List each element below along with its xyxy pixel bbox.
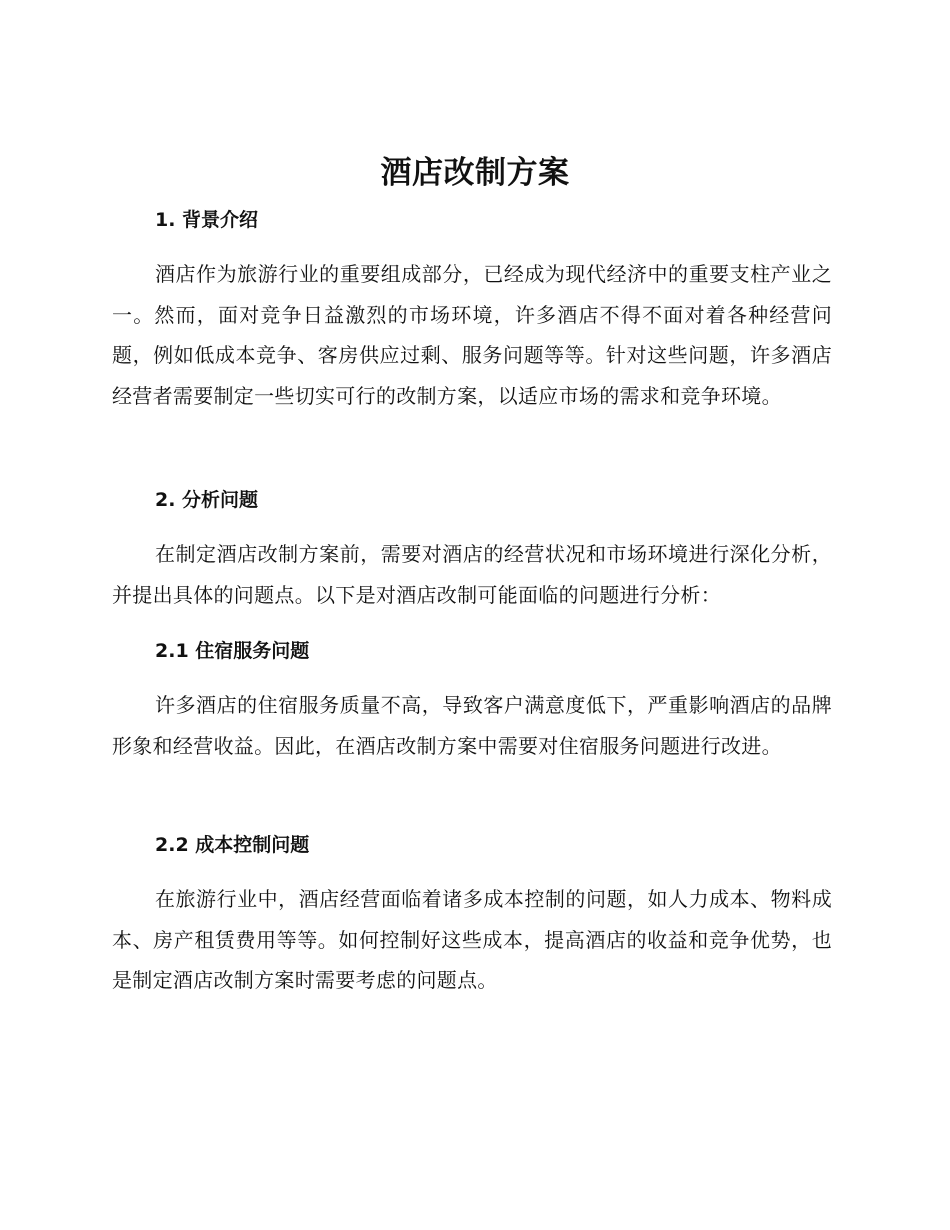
- section-heading-background: 1. 背景介绍: [155, 209, 259, 231]
- section-paragraph-lodging-service: 许多酒店的住宿服务质量不高，导致客户满意度低下，严重影响酒店的品牌形象和经营收益。因此，在酒店改制方案中需要对住宿服务问题进行改进。: [112, 693, 832, 758]
- section-paragraph-cost-control: 在旅游行业中，酒店经营面临着诸多成本控制的问题，如人力成本、物料成本、房产租赁费用等等。如何控制好这些成本，提高酒店的收益和竞争优势，也是制定酒店改制方案时需要考虑的问题点。: [112, 887, 832, 992]
- section-heading-analysis: 2. 分析问题: [155, 489, 259, 511]
- section-heading-lodging-service: 2.1 住宿服务问题: [155, 640, 310, 662]
- section-heading-cost-control: 2.2 成本控制问题: [155, 834, 310, 856]
- document-title: 酒店改制方案: [380, 155, 570, 191]
- section-paragraph-background: 酒店作为旅游行业的重要组成部分，已经成为现代经济中的重要支柱产业之一。然而，面对竞争日益激烈的市场环境，许多酒店不得不面对着各种经营问题，例如低成本竞争、客房供应过剩、服务问题等等。针对这些问题，许多酒店经营者需要制定一些切实可行的改制方案，以适应市场的需求和竞争环境。: [112, 262, 832, 408]
- section-paragraph-analysis: 在制定酒店改制方案前，需要对酒店的经营状况和市场环境进行深化分析，并提出具体的问题点。以下是对酒店改制可能面临的问题进行分析：: [112, 542, 832, 607]
